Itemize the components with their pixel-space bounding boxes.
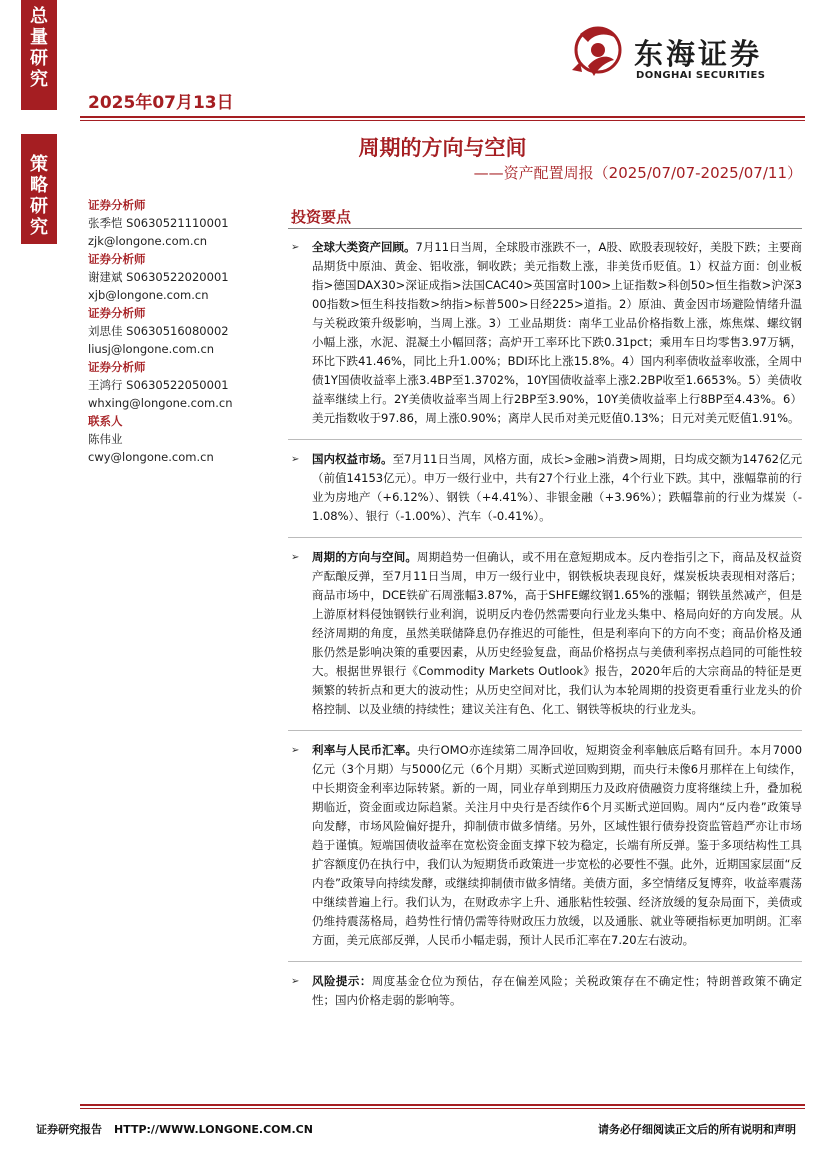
analyst-role: 证券分析师: [88, 252, 146, 266]
bullet-arrow-icon: ➢: [291, 454, 300, 465]
analyst-name-id: 王鸿行 S0630522050001: [88, 378, 229, 392]
analyst-name-id: 谢建斌 S0630522020001: [88, 270, 229, 284]
footer-divider: [80, 1104, 805, 1106]
key-point-item: [288, 961, 802, 1010]
category-tab-top: [21, 0, 57, 110]
contact-email: cwy@longone.com.cn: [88, 450, 214, 464]
analyst-role: 证券分析师: [88, 306, 146, 320]
footer-report-type: 证券研究报告: [36, 1123, 102, 1136]
risk-warning-label: 风险提示：: [312, 974, 372, 988]
footer-divider-thin: [80, 1108, 805, 1109]
analyst-name-id: 刘思佳 S0630516080002: [88, 324, 229, 338]
key-point-label: 利率与人民币汇率。: [312, 743, 418, 757]
section-divider: [288, 228, 802, 229]
report-title: 周期的方向与空间: [358, 136, 527, 160]
tab-char: 研: [30, 196, 48, 217]
analyst-email: zjk@longone.com.cn: [88, 234, 208, 248]
key-point-text: 周期趋势一但确认，或不用在意短期成本。反内卷指引之下，商品及权益资产酝酿反弹，至7月11日当周，申万一级行业中，钢铁板块表现良好，煤炭板块表现相对落后；商品市场中，DCE铁矿石周涨幅3.87%，高于SHFE螺纹钢1.65%的涨幅；钢铁虽然减产，但是上游原材料侵蚀钢铁行业利润，说明反内卷仍然需要向行业龙头集中、格局向好的方向发展。从经济周期的角度，虽然美联储降息仍存推迟的可能性，但是利率向下的方向不变；商品价格及通胀仍然是影响决策的重要因素，从历史经验复盘，商品价格拐点与美债利率拐点趋同的可能性较大。根据世界银行《Commodity Markets Outlook》报告，2020年后的大宗商品的特征是更频繁的转折点和更大的波动性；从历史空间对比，我们认为本轮周期的投资更看重行业龙头的价格控制、以及业绩的持续性；建议关注有色、化工、钢铁等板块的行业龙头。: [312, 550, 803, 716]
tab-char: 总: [30, 6, 48, 27]
analyst-email: liusj@longone.com.cn: [88, 342, 215, 356]
tab-char: 量: [30, 27, 48, 48]
bullet-arrow-icon: ➢: [291, 745, 300, 756]
logo-company-name: 东海证券: [634, 37, 763, 71]
key-point-label: 全球大类资产回顾。: [312, 240, 416, 254]
analyst-list: [88, 196, 273, 466]
header-divider-thin: [80, 120, 805, 121]
risk-warning-text: 周度基金仓位为预估，存在偏差风险；关税政策存在不确定性；特朗普政策不确定性；国内价格走弱的影响等。: [312, 974, 802, 1007]
key-point-item: [288, 537, 802, 719]
key-point-label: 国内权益市场。: [312, 452, 393, 466]
tab-char: 策: [30, 154, 48, 175]
key-point-label: 周期的方向与空间。: [312, 550, 418, 564]
bullet-arrow-icon: ➢: [291, 976, 300, 987]
key-point-item: [288, 238, 802, 428]
report-date: 2025年07月13日: [88, 93, 234, 113]
report-subtitle: ——资产配置周报（2025/07/07-2025/07/11）: [473, 164, 802, 182]
key-points: [288, 238, 802, 1010]
analyst-email: whxing@longone.com.cn: [88, 396, 233, 410]
header-divider: [80, 116, 805, 118]
bullet-arrow-icon: ➢: [291, 242, 300, 253]
contact-name: 陈伟业: [88, 432, 123, 446]
tab-char: 究: [30, 217, 48, 238]
key-point-text: 7月11日当周，全球股市涨跌不一，A股、欧股表现较好，美股下跌；主要商品期货中原油、黄金、铝收涨，铜收跌；美元指数上涨，非美货币贬值。1）权益方面：创业板指>德国DAX30>深证成指>法国CAC40>英国富时100>上证指数>科创50>恒生指数>沪深300指数>恒生科技指数>纳指>标普500>日经225>道指。2）原油、黄金因市场避险情绪升温与关税政策升级影响，当周上涨。3）工业品期货：南华工业品价格指数上涨，炼焦煤、螺纹钢小幅上涨，水泥、混凝土小幅回落；高炉开工率环比下跌0.31pct；乘用车日均零售3.97万辆，环比下跌41.46%，同比上升1.00%；BDI环比上涨15.8%。4）国内利率债收益率收涨，全周中债1Y国债收益率上涨3.4BP至1.3702%，10Y国债收益率上涨2.2BP收至1.6653%。5）美债收益率继续上行。2Y美债收益率当周上行2BP至3.90%，10Y美债收益率上行8BP至4.43%。6）美元指数收于97.86，周上涨0.90%；离岸人民币对美元贬值0.13%；日元对美元贬值1.91%。: [312, 240, 802, 425]
tab-char: 究: [30, 69, 48, 90]
analyst-role: 证券分析师: [88, 198, 146, 212]
contact-role: 联系人: [88, 414, 123, 428]
key-point-text: 央行OMO亦连续第二周净回收，短期资金利率触底后略有回升。本月7000亿元（3个月期）与5000亿元（6个月期）买断式逆回购到期，而央行未像6月那样在上旬续作，中长期资金利率边际转紧。新的一周，同业存单到期压力及政府债融资力度将继续上升，叠加税期临近，资金面或边际趋紧。关注月中央行是否续作6个月买断式逆回购。周内“反内卷”政策导向发酵，市场风险偏好提升，抑制债市做多情绪。另外，区域性银行债券投资监管趋严亦让市场趋于谨慎。短端国债收益率在宽松资金面支撑下较为稳定，长端有所反弹。鉴于多项结构性工具扩容额度仍在执行中，我们认为短期货币政策进一步宽松的必要性不强。此外，近期国家层面“反内卷”政策导向持续发酵，或继续抑制债市做多情绪。美债方面，多空情绪反复博弈，收益率震荡中继续普遍上行。我们认为，在财政赤字上升、通胀粘性较强、经济放缓的复杂局面下，美债或仍维持震荡格局，趋势性行情仍需等待财政压力放缓，以及通胀、就业等硬指标更加明朗。汇率方面，美元底部反弹，人民币小幅走弱，预计人民币汇率在7.20左右波动。: [312, 743, 803, 947]
footer-left: [36, 1121, 313, 1137]
key-point-item: [288, 439, 802, 526]
analyst-email: xjb@longone.com.cn: [88, 288, 209, 302]
analyst-role: 证券分析师: [88, 360, 146, 374]
footer-disclaimer: 请务必仔细阅读正文后的所有说明和声明: [598, 1123, 796, 1136]
tab-char: 略: [30, 175, 48, 196]
footer-website-link[interactable]: HTTP://WWW.LONGONE.COM.CN: [114, 1123, 313, 1136]
analyst-name-id: 张季恺 S0630521110001: [88, 216, 229, 230]
dragon-emblem-icon: [566, 20, 628, 86]
section-heading: 投资要点: [291, 208, 352, 226]
tab-char: 研: [30, 48, 48, 69]
company-logo: [566, 20, 802, 88]
bullet-arrow-icon: ➢: [291, 552, 300, 563]
logo-english-name: DONGHAI SECURITIES: [636, 70, 766, 81]
key-point-item: [288, 730, 802, 950]
key-point-text: 至7月11日当周，风格方面，成长>金融>消费>周期，日均成交额为14762亿元（前值14153亿元）。申万一级行业中，共有27个行业上涨，4个行业下跌。其中，涨幅靠前的行业为房地产（+6.12%）、钢铁（+4.41%）、非银金融（+3.96%）；跌幅靠前的行业为煤炭（-1.08%）、银行（-1.00%）、汽车（-0.41%）。: [312, 452, 803, 523]
